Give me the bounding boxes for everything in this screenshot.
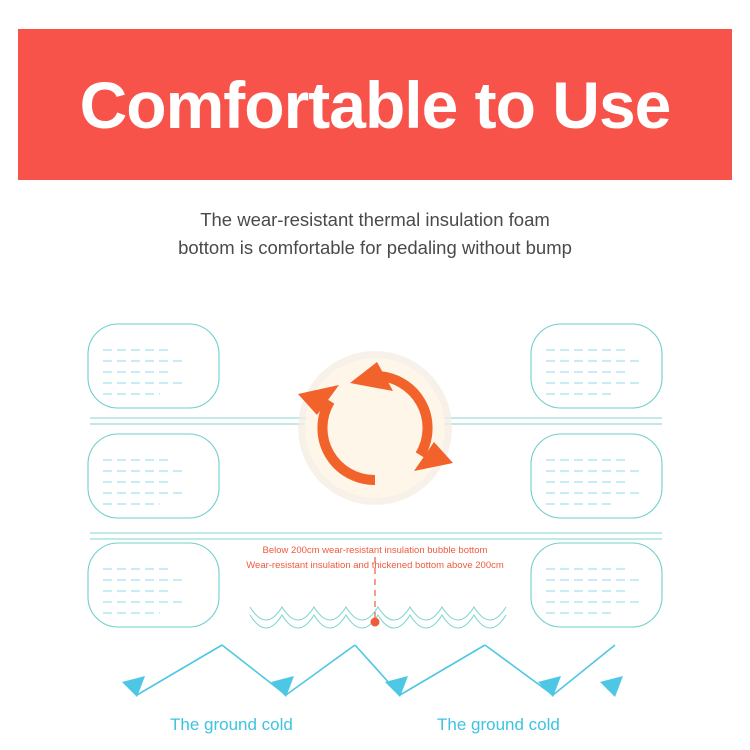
panel-left-top [88,324,219,408]
insulation-note-line-2: Wear-resistant insulation and thickened bottom above 200cm [246,560,504,571]
panel-right-middle [531,434,662,518]
panel-right-top [531,324,662,408]
subtitle-line-1: The wear-resistant thermal insulation foam [200,209,550,230]
panel-group-right [531,324,662,627]
insulation-note-line-1: Below 200cm wear-resistant insulation bubble bottom [262,545,488,556]
header-banner [18,29,732,180]
recycle-badge [298,351,453,505]
ground-cold-arrowheads [122,676,623,697]
page-title: Comfortable to Use [79,67,671,142]
mat-structure-diagram [0,300,750,750]
panel-left-middle [88,434,219,518]
ground-cold-arrows [137,645,615,695]
insulation-note [0,543,750,573]
subtitle-line-2: bottom is comfortable for pedaling without bump [178,237,572,258]
panel-group-left [88,324,219,627]
subtitle [0,206,750,262]
ground-cold-label-right: The ground cold [437,715,560,734]
ground-cold-label-left: The ground cold [170,715,293,734]
